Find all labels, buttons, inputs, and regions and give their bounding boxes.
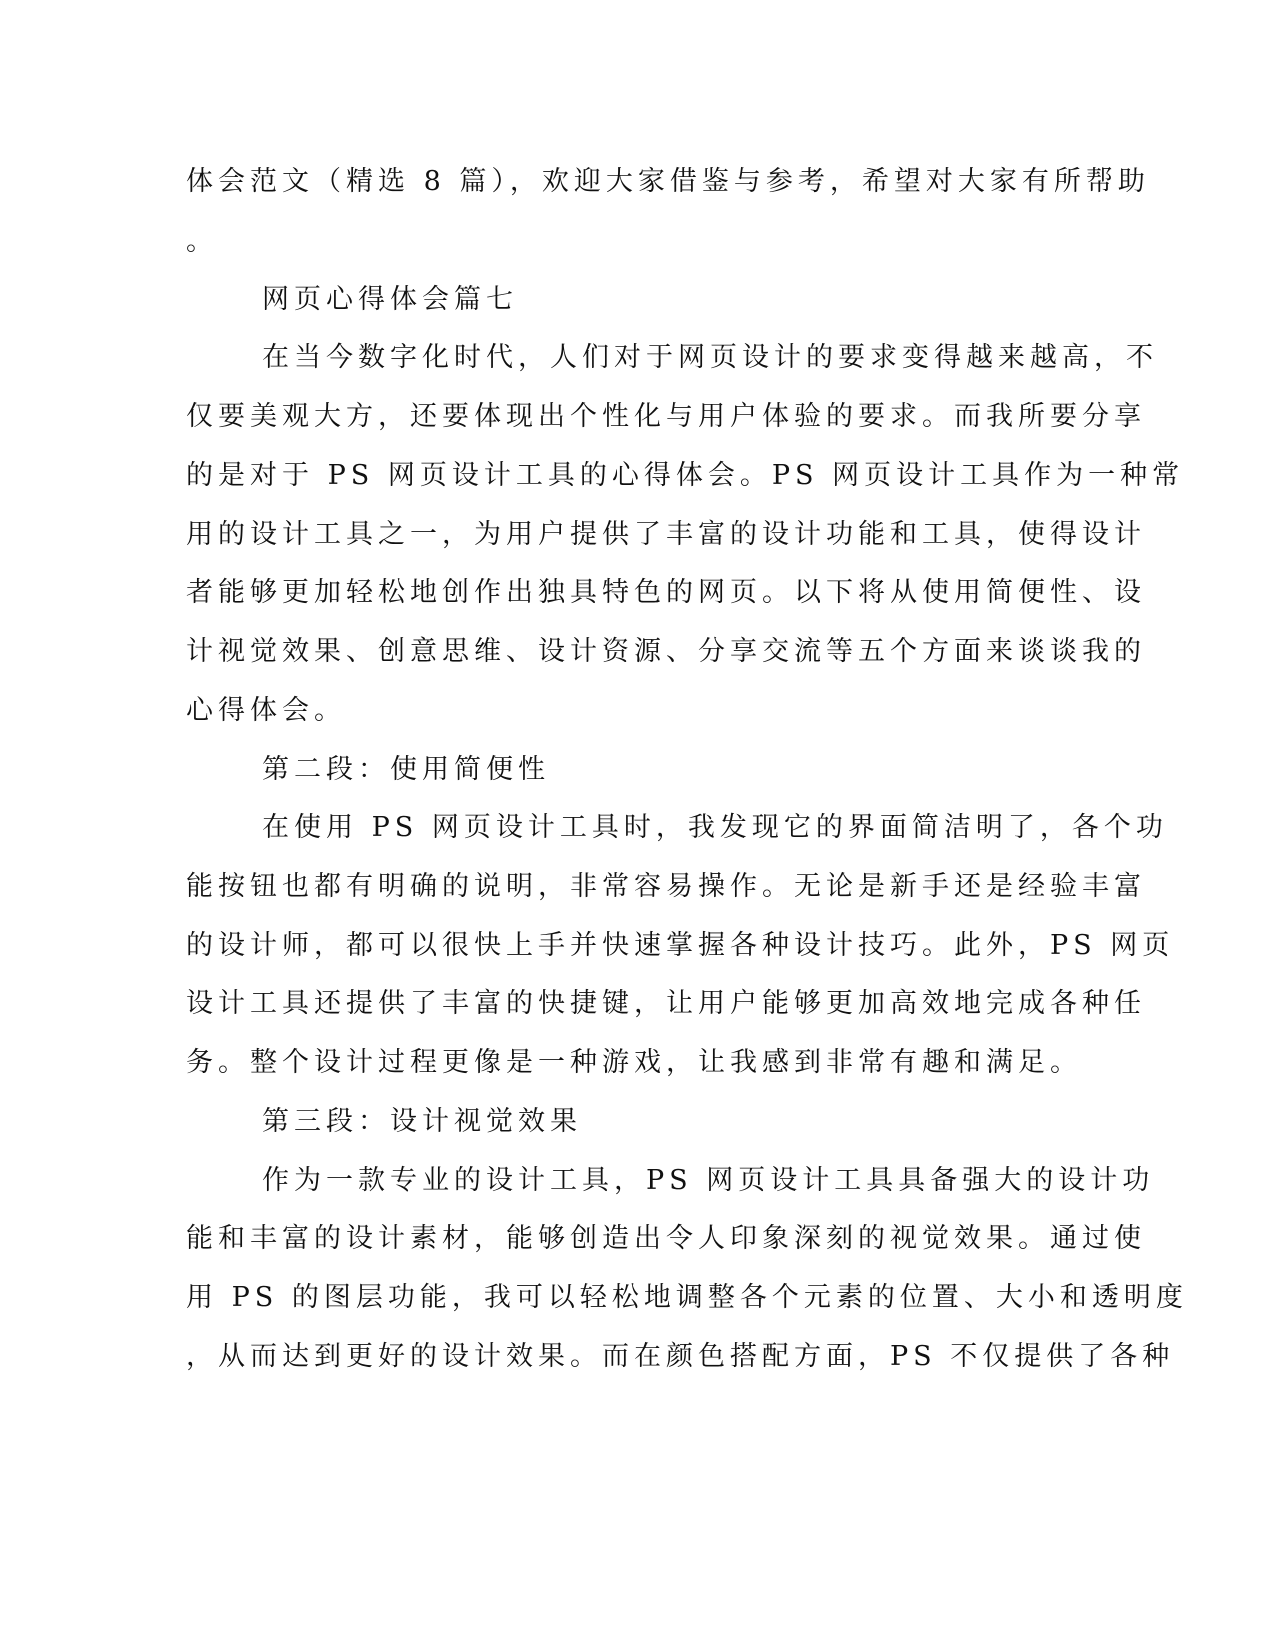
paragraph-1-line-3: 的是对于 PS 网页设计工具的心得体会。PS 网页设计工具作为一种常 — [186, 460, 1185, 491]
paragraph-3-line-3: 用 PS 的图层功能，我可以轻松地调整各个元素的位置、大小和透明度 — [186, 1282, 1188, 1313]
paragraph-3-line-4: ，从而达到更好的设计效果。而在颜色搭配方面，PS 不仅提供了各种 — [186, 1341, 1175, 1372]
intro-line-2: 。 — [186, 226, 218, 257]
paragraph-1-line-7: 心得体会。 — [186, 695, 346, 726]
paragraph-1-line-1: 在当今数字化时代，人们对于网页设计的要求变得越来越高，不 — [262, 342, 1158, 373]
section-heading-part-7: 网页心得体会篇七 — [262, 284, 518, 315]
paragraph-1-line-2: 仅要美观大方，还要体现出个性化与用户体验的要求。而我所要分享 — [186, 401, 1146, 432]
intro-line-1: 体会范文（精选 8 篇），欢迎大家借鉴与参考，希望对大家有所帮助 — [186, 166, 1150, 197]
paragraph-2-line-2: 能按钮也都有明确的说明，非常容易操作。无论是新手还是经验丰富 — [186, 871, 1146, 902]
paragraph-3-line-1: 作为一款专业的设计工具，PS 网页设计工具具备强大的设计功 — [262, 1165, 1155, 1196]
paragraph-2-line-1: 在使用 PS 网页设计工具时，我发现它的界面简洁明了，各个功 — [262, 812, 1168, 843]
paragraph-2-line-5: 务。整个设计过程更像是一种游戏，让我感到非常有趣和满足。 — [186, 1047, 1082, 1078]
paragraph-3-line-2: 能和丰富的设计素材，能够创造出令人印象深刻的视觉效果。通过使 — [186, 1223, 1146, 1254]
section-heading-3: 第三段：设计视觉效果 — [262, 1106, 582, 1137]
paragraph-1-line-5: 者能够更加轻松地创作出独具特色的网页。以下将从使用简便性、设 — [186, 577, 1146, 608]
paragraph-1-line-6: 计视觉效果、创意思维、设计资源、分享交流等五个方面来谈谈我的 — [186, 636, 1146, 667]
paragraph-2-line-4: 设计工具还提供了丰富的快捷键，让用户能够更加高效地完成各种任 — [186, 988, 1146, 1019]
paragraph-2-line-3: 的设计师，都可以很快上手并快速掌握各种设计技巧。此外，PS 网页 — [186, 930, 1175, 961]
paragraph-1-line-4: 用的设计工具之一，为用户提供了丰富的设计功能和工具，使得设计 — [186, 519, 1146, 550]
section-heading-2: 第二段：使用简便性 — [262, 754, 550, 785]
